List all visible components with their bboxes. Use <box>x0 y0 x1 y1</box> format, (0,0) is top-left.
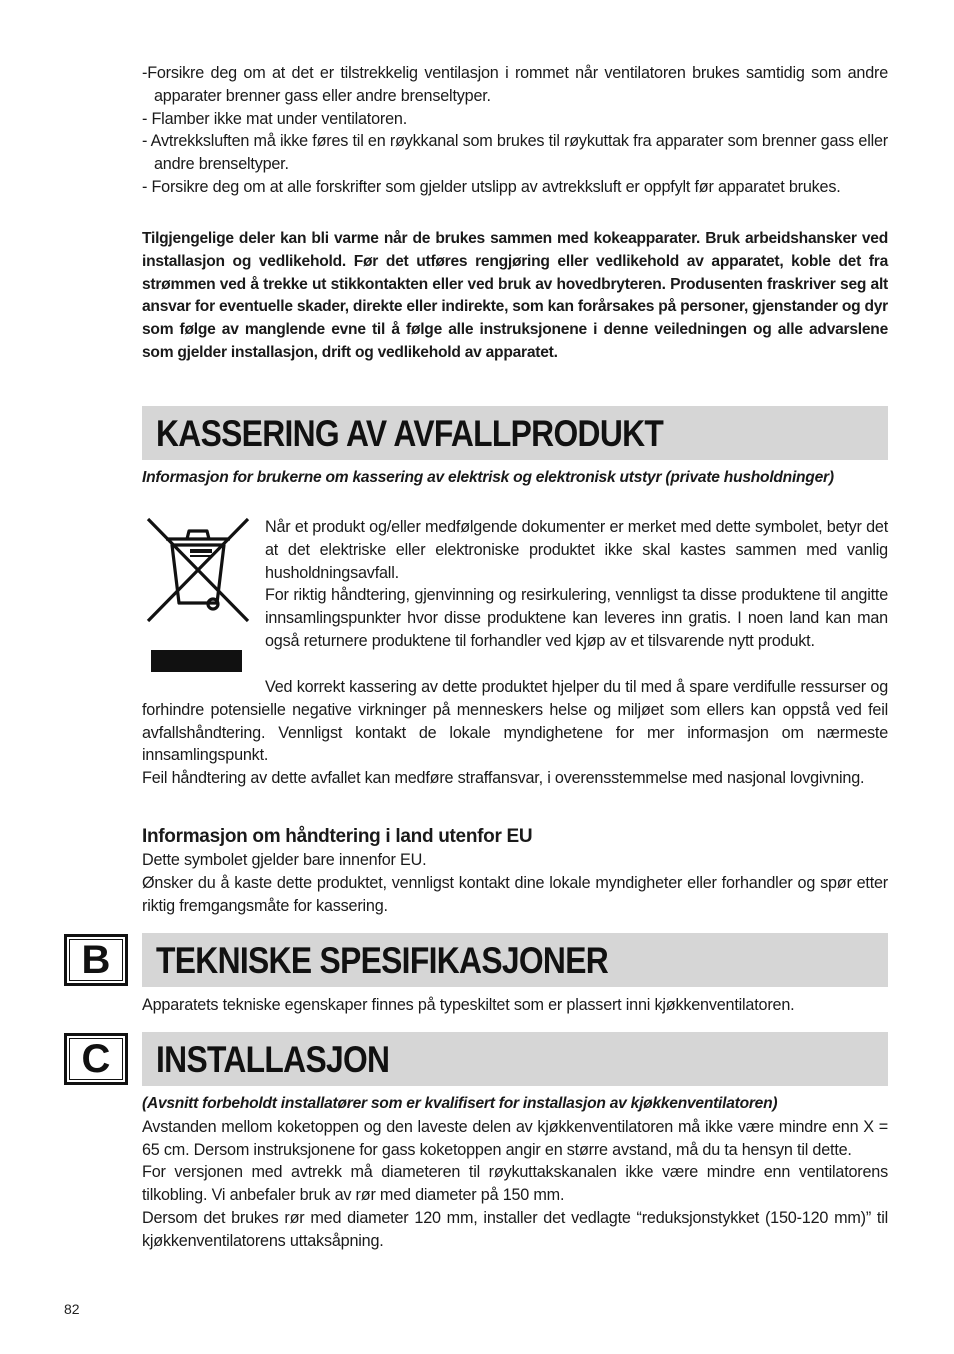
section-banner-installation <box>142 1032 888 1086</box>
section-title-installation: INSTALLASJON <box>156 1039 390 1080</box>
disposal-paragraph-1: Når et produkt og/eller medfølgende dokumenter er merket med dette symbolet, betyr det at det elektriske eller elektroniske produktet ikke skal kastes sammen med vanlig husholdningsavfall. <box>265 518 888 582</box>
crossed-out-wheelie-bin-icon <box>142 511 254 675</box>
installation-body <box>142 1093 888 1253</box>
warning-item: - Flamber ikke mat under ventilatoren. <box>142 109 408 128</box>
disposal-text-beside-icon <box>265 516 888 653</box>
section-banner-specs <box>142 933 888 987</box>
disposal-paragraph-2: For riktig håndtering, gjenvinning og resirkulering, vennligst ta disse produktene til angitte innsamlingspunkter hvor disse produktene kan leveres inn gratis. I noen land kan man også returnere produktene til forhandler ved kjøp av et tilsvarende nytt produkt. <box>265 586 888 650</box>
page-number: 82 <box>64 1301 80 1317</box>
disposal-subtitle: Informasjon for brukerne om kassering av elektrisk og elektronisk utstyr (private husholdninger) <box>142 469 834 486</box>
safety-notice <box>142 228 888 365</box>
section-title-disposal: KASSERING AV AVFALLPRODUKT <box>156 413 664 454</box>
installation-subtitle: (Avsnitt forbeholdt installatører som er kvalifisert for installasjon av kjøkkenventilatoren) <box>142 1095 778 1112</box>
outside-eu-paragraph-1: Dette symbolet gjelder bare innenfor EU. <box>142 851 427 869</box>
warning-item: -Forsikre deg om at det er tilstrekkelig ventilasjon i rommet når ventilatoren brukes samtidig som andre apparater brenner gass eller andre brenseltyper. <box>142 64 888 105</box>
section-letter-b-label: B <box>81 938 111 982</box>
outside-eu-heading: Informasjon om håndtering i land utenfor EU <box>142 826 533 847</box>
outside-eu-section <box>142 825 888 917</box>
disposal-paragraph-4: Feil håndtering av dette avfallet kan medføre straffansvar, i overensstemmelse med nasjonal lovgivning. <box>142 769 865 788</box>
disposal-subtitle-wrap <box>142 467 888 490</box>
warning-item: - Forsikre deg om at alle forskrifter som gjelder utslipp av avtrekksluft er oppfylt før apparatet brukes. <box>142 177 841 196</box>
specs-paragraph: Apparatets tekniske egenskaper finnes på typeskiltet som er plassert inni kjøkkenventilatoren. <box>142 996 795 1014</box>
warning-list <box>142 62 888 199</box>
disposal-paragraph-3: Ved korrekt kassering av dette produktet hjelper du til med å spare verdifulle ressurser og forhindre potensielle negative virkninger på menneskers helse og miljøet som ellers kan oppstå ved feil avfallshåndtering. Vennligst kontakt de lokale myndighetene for mer informasjon om nærmeste innsamlingspunkt. <box>142 678 888 765</box>
section-title-specs: TEKNISKE SPESIFIKASJONER <box>156 940 609 981</box>
installation-paragraph-2: For versjonen med avtrekk må diameteren til røykuttakskanalen ikke være mindre enn ventilatorens tilkobling. Vi anbefaler bruk av rør med diameter på 150 mm. <box>142 1163 888 1205</box>
section-letter-c-label: C <box>81 1037 111 1081</box>
section-letter-c <box>64 1033 128 1085</box>
section-letter-b <box>64 934 128 986</box>
specs-body <box>142 994 888 1017</box>
warning-item: - Avtrekksluften må ikke føres til en røykkanal som brukes til røykuttak fra apparater som brenner gass eller andre brenseltyper. <box>142 132 888 174</box>
installation-paragraph-3: Dersom det brukes rør med diameter 120 mm, installer det vedlagte “reduksjonstykket (150-120 mm)” til kjøkkenventilatorens uttaksåpning. <box>142 1208 888 1250</box>
installation-paragraph-1: Avstanden mellom koketoppen og den laveste delen av kjøkkenventilatoren må ikke være mindre enn X = 65 cm. Dersom instruksjonene for gass koketoppen angir en større avstand, må du ta hensyn til dette. <box>142 1117 888 1159</box>
section-banner-disposal <box>142 406 888 460</box>
disposal-text-full <box>142 676 888 790</box>
safety-notice-text: Tilgjengelige deler kan bli varme når de brukes sammen med kokeapparater. Bruk arbeidshansker ved installasjon og vedlikehold. Før det utføres rengjøring eller vedlikehold av apparatet, koble det fra strømmen ved å trekke ut stikkontakten eller ved bruk av hovedbryteren. Produsenten fraskriver seg alt ansvar for eventuelle skader, direkte eller indirekte, som kan forårsakes på personer, gjenstander og dyr som følge av manglende evne til å følge alle instruksjonene i denne veiledningen og alle advarslene som gjelder installasjon, drift og vedlikehold av apparatet. <box>142 230 888 361</box>
outside-eu-paragraph-2: Ønsker du å kaste dette produktet, vennligst kontakt dine lokale myndigheter eller forhandler og spør etter riktig fremgangsmåte for kassering. <box>142 873 888 915</box>
